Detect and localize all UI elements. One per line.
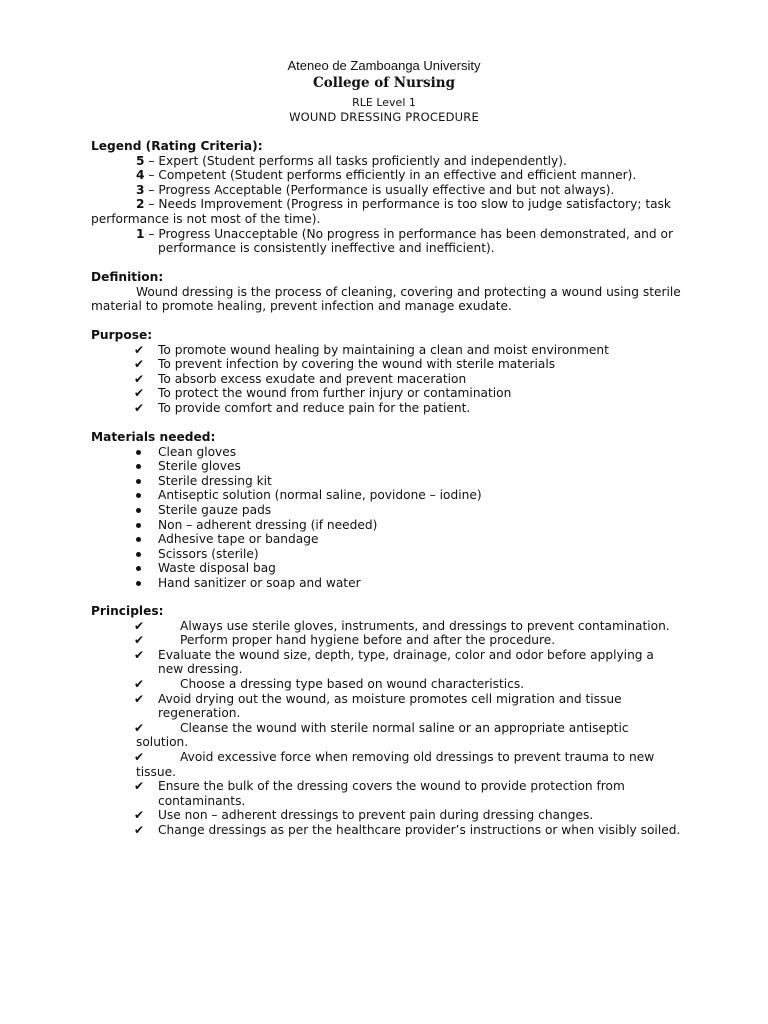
material-item [91, 459, 691, 474]
bullet-icon [136, 552, 141, 557]
principle-item [91, 779, 691, 808]
checkmark-icon: ✔ [134, 371, 145, 386]
principle-item [91, 808, 691, 823]
checkmark-icon: ✔ [134, 647, 145, 662]
checkmark-icon: ✔ [134, 633, 145, 648]
material-text: Sterile gauze pads [158, 502, 272, 517]
checkmark-icon: ✔ [134, 400, 145, 415]
checkmark-icon: ✔ [134, 691, 145, 706]
material-text: Antiseptic solution (normal saline, povidone – iodine) [158, 488, 482, 503]
principle-text: Always use sterile gloves, instruments, and dressings to prevent contamination. [180, 618, 670, 633]
material-item [91, 474, 691, 489]
principle-text: Ensure the bulk of the dressing covers the wound to provide protection from [158, 779, 625, 794]
bullet-icon [136, 493, 141, 498]
purpose-text: To prevent infection by covering the wound with sterile materials [158, 357, 556, 372]
principle-continuation: solution. [136, 735, 189, 750]
legend-text: – Needs Improvement (Progress in performance is too slow to judge satisfactory; task [144, 197, 671, 212]
checkmark-icon: ✔ [134, 676, 145, 691]
principle-continuation: new dressing. [158, 662, 243, 677]
legend-item-continuation: performance is not most of the time). [91, 211, 321, 226]
material-item [91, 561, 691, 576]
definition-section [91, 270, 691, 314]
purpose-text: To promote wound healing by maintaining a clean and moist environment [158, 342, 609, 357]
checkmark-icon: ✔ [134, 720, 145, 735]
purpose-item [91, 386, 691, 401]
principle-item [91, 692, 691, 721]
material-text: Sterile gloves [158, 459, 241, 474]
principle-item [91, 823, 691, 838]
principles-heading: Principles: [91, 604, 164, 618]
principle-item [91, 619, 691, 634]
material-item [91, 547, 691, 562]
purpose-item [91, 343, 691, 358]
material-text: Scissors (sterile) [158, 546, 259, 561]
bullet-icon [136, 537, 141, 542]
principles-section [91, 604, 691, 838]
purpose-text: To provide comfort and reduce pain for the patient. [158, 400, 471, 415]
principle-continuation: regeneration. [158, 706, 241, 721]
legend-section [91, 139, 691, 256]
bullet-icon [136, 566, 141, 571]
principle-text: Perform proper hand hygiene before and after the procedure. [180, 633, 556, 648]
checkmark-icon: ✔ [134, 822, 145, 837]
legend-heading: Legend (Rating Criteria): [91, 139, 263, 153]
legend-text: – Competent (Student performs efficiently in an effective and efficient manner). [144, 168, 637, 183]
checkmark-icon: ✔ [134, 749, 145, 764]
legend-score: 2 [136, 197, 145, 212]
principle-continuation: contaminants. [158, 793, 246, 808]
legend-item [91, 227, 691, 256]
checkmark-icon: ✔ [134, 618, 145, 633]
legend-item-continuation: performance is consistently ineffective and inefficient). [158, 241, 495, 256]
principle-text: Choose a dressing type based on wound characteristics. [180, 676, 525, 691]
material-item [91, 576, 691, 591]
legend-item [91, 154, 691, 169]
material-item [91, 532, 691, 547]
level-label: RLE Level 1 [352, 96, 416, 109]
legend-item [91, 197, 691, 212]
principle-text: Change dressings as per the healthcare provider’s instructions or when visibly soiled. [158, 822, 681, 837]
principle-item [91, 633, 691, 648]
principle-text: Cleanse the wound with sterile normal saline or an appropriate antiseptic [180, 720, 629, 735]
bullet-icon [136, 523, 141, 528]
principle-item [91, 677, 691, 692]
definition-text: Wound dressing is the process of cleaning, covering and protecting a wound using sterile material to promote healing, prevent infection and manage exudate. [91, 284, 681, 314]
material-item [91, 488, 691, 503]
material-text: Hand sanitizer or soap and water [158, 575, 361, 590]
purpose-text: To protect the wound from further injury or contamination [158, 386, 512, 401]
university-name: Ateneo de Zamboanga University [287, 58, 481, 73]
checkmark-icon: ✔ [134, 808, 145, 823]
legend-score: 5 [136, 153, 145, 168]
legend-score: 4 [136, 168, 145, 183]
bullet-icon [136, 464, 141, 469]
legend-text: – Progress Acceptable (Performance is usually effective and but not always). [144, 182, 615, 197]
legend-text: – Expert (Student performs all tasks proficiently and independently). [144, 153, 567, 168]
principle-text: Use non – adherent dressings to prevent pain during dressing changes. [158, 808, 594, 823]
bullet-icon [136, 581, 141, 586]
legend-item [91, 183, 691, 198]
materials-section [91, 430, 691, 591]
checkmark-icon: ✔ [134, 779, 145, 794]
purpose-item [91, 401, 691, 416]
legend-item [91, 168, 691, 183]
principle-text: Avoid excessive force when removing old dressings to prevent trauma to new [180, 749, 655, 764]
purpose-item [91, 372, 691, 387]
checkmark-icon: ✔ [134, 386, 145, 401]
principle-item [91, 721, 691, 750]
material-text: Adhesive tape or bandage [158, 532, 319, 547]
material-text: Sterile dressing kit [158, 473, 272, 488]
principle-text: Avoid drying out the wound, as moisture promotes cell migration and tissue [158, 691, 622, 706]
material-item [91, 445, 691, 460]
material-text: Clean gloves [158, 444, 237, 459]
legend-score: 1 [136, 226, 145, 241]
principle-text: Evaluate the wound size, depth, type, drainage, color and odor before applying a [158, 647, 654, 662]
bullet-icon [136, 479, 141, 484]
material-text: Non – adherent dressing (if needed) [158, 517, 378, 532]
college-name: College of Nursing [312, 75, 456, 91]
material-item [91, 518, 691, 533]
purpose-item [91, 357, 691, 372]
principle-continuation: tissue. [136, 764, 176, 779]
purpose-text: To absorb excess exudate and prevent maceration [158, 371, 467, 386]
checkmark-icon: ✔ [134, 357, 145, 372]
material-text: Waste disposal bag [158, 561, 276, 576]
principle-item [91, 648, 691, 677]
principle-item [91, 750, 691, 779]
purpose-section [91, 328, 691, 416]
document-title: WOUND DRESSING PROCEDURE [289, 110, 479, 124]
legend-score: 3 [136, 182, 145, 197]
purpose-heading: Purpose: [91, 328, 153, 342]
bullet-icon [136, 450, 141, 455]
material-item [91, 503, 691, 518]
legend-text: – Progress Unacceptable (No progress in performance has been demonstrated, and or [144, 226, 673, 241]
checkmark-icon: ✔ [134, 342, 145, 357]
bullet-icon [136, 508, 141, 513]
definition-heading: Definition: [91, 270, 164, 284]
materials-heading: Materials needed: [91, 430, 216, 444]
